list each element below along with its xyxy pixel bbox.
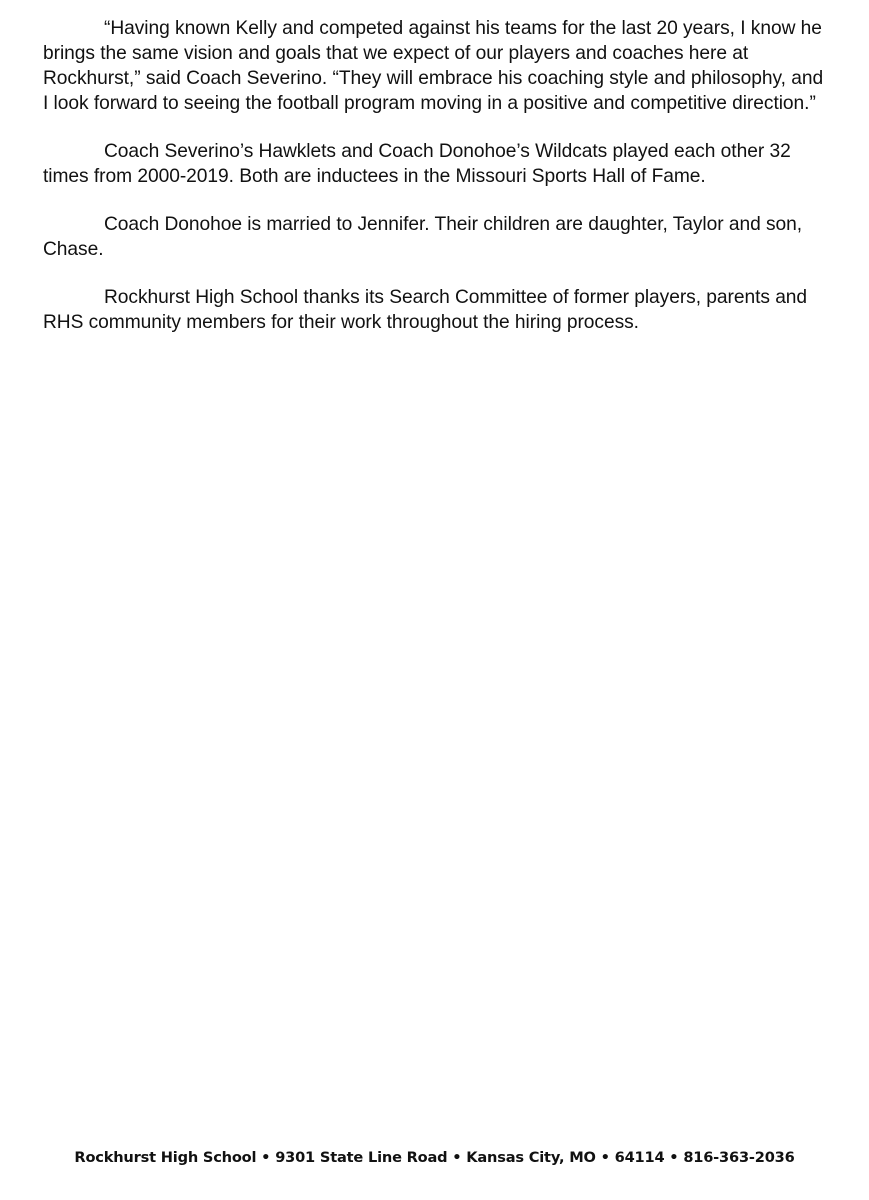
document-body (43, 16, 833, 358)
paragraph-family: Coach Donohoe is married to Jennifer. Their children are daughter, Taylor and son, Chase. (43, 214, 803, 260)
letterhead-footer: Rockhurst High School • 9301 State Line Road • Kansas City, MO • 64114 • 816-363-2036 (74, 1149, 795, 1166)
paragraph-severino-quote: “Having known Kelly and competed against his teams for the last 20 years, I know he brings the same vision and goals that we expect of our players and coaches here at Rockhurst,” said Coach Severino. “They will embrace his coaching style and philosophy, and I look forward to seeing the football program moving in a positive and competitive direction.” (43, 18, 824, 114)
paragraph-thanks: Rockhurst High School thanks its Search Committee of former players, parents and RHS community members for their work throughout the hiring process. (43, 287, 808, 333)
paragraph-rivalry: Coach Severino’s Hawklets and Coach Donohoe’s Wildcats played each other 32 times from 2000-2019. Both are inductees in the Missouri Sports Hall of Fame. (43, 141, 791, 187)
